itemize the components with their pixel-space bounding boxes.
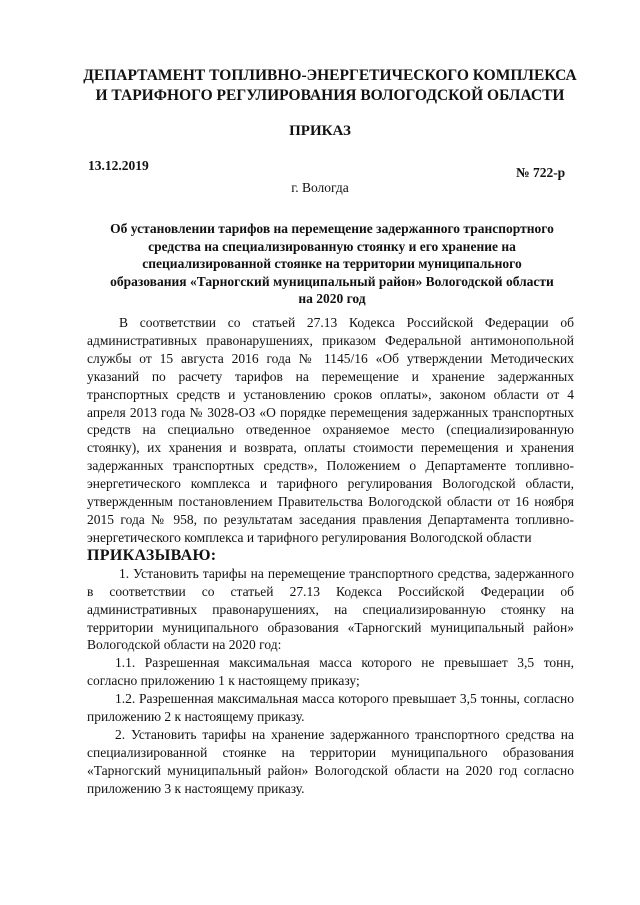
item-1-2-paragraph: 1.2. Разрешенная максимальная масса которого превышает 3,5 тонны, согласно приложению 2 к настоящему приказу. [87,691,574,725]
order-subject [102,220,562,308]
department-line-2: И ТАРИФНОГО РЕГУЛИРОВАНИЯ ВОЛОГОДСКОЙ ОБЛАСТИ [95,87,565,104]
preamble-paragraph: В соответствии со статьей 27.13 Кодекса Российской Федерации об административных правонарушениях, приказом Федеральной антимонопольной службы от 15 августа 2016 года № 1145/16 «Об утверждении Методических указаний по расчету тарифов на перемещение и хранение задержанных транспортных средств и установлению сроков оплаты», законом области от 4 апреля 2013 года № 3028-ОЗ «О порядке перемещения задержанных транспортных средств на специально отведенное охраняемое место (специализированную стоянку), их хранения и возврата, оплаты стоимости перемещения и хранения задержанных транспортных средств», Положением о Департаменте топливно-энергетического комплекса и тарифного регулирования Вологодской области, утвержденным постановлением Правительства Вологодской области от 16 ноября 2015 года № 958, по результатам заседания правления Департамента топливно-энергетического комплекса и тарифного регулирования Вологодской области [87,315,574,545]
item-1-paragraph: 1. Установить тарифы на перемещение транспортного средства, задержанного в соответствии со статьей 27.13 Кодекса Российской Федерации об административных правонарушениях, на специализированную стоянку на территории муниципального образования «Тарногский муниципальный район» Вологодской области на 2020 год: [87,565,574,653]
subject-line-5: на 2020 год [298,291,366,306]
item-2-paragraph: 2. Установить тарифы на хранение задержанного транспортного средства на специализированной стоянке на территории муниципального образования «Тарногский муниципальный район» Вологодской области на 2020 год согласно приложению 3 к настоящему приказу. [87,726,574,796]
department-name [80,66,580,106]
subject-line-3: специализированной стоянке на территории муниципального [142,256,522,271]
order-number: № 722-р [516,165,566,180]
item-1-1-paragraph: 1.1. Разрешенная максимальная масса которого не превышает 3,5 тонн, согласно приложению 1 к настоящему приказу; [87,655,574,689]
department-line-1: ДЕПАРТАМЕНТ ТОПЛИВНО-ЭНЕРГЕТИЧЕСКОГО КОМПЛЕКСА [83,67,577,84]
order-date: 13.12.2019 [88,158,149,173]
subject-line-2: средства на специализированную стоянку и его хранение на [148,238,516,254]
order-title: ПРИКАЗ [289,123,351,139]
order-body [87,314,574,798]
decree-heading: ПРИКАЗЫВАЮ: [87,546,217,564]
subject-line-4: образования «Тарногский муниципальный район» Вологодской области [110,273,554,289]
order-city: г. Вологда [291,180,349,195]
subject-line-1: Об установлении тарифов на перемещение задержанного транспортного [110,221,554,236]
